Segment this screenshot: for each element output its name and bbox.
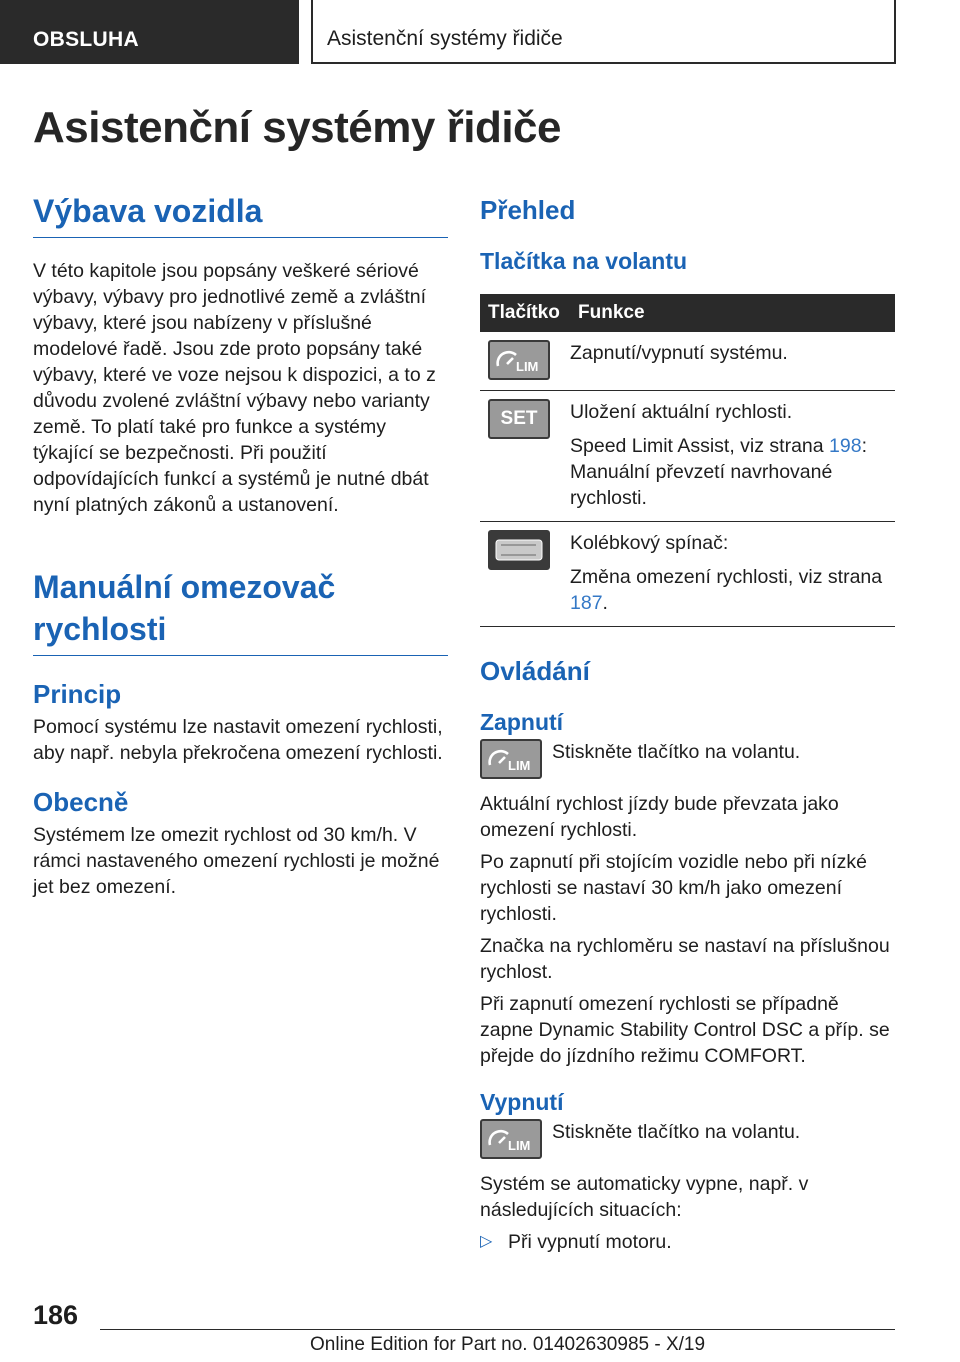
vypnuti-press-text: Stiskněte tlačítko na volantu. bbox=[552, 1121, 801, 1143]
lim-button-icon bbox=[480, 1119, 542, 1159]
row3-line1: Kolébkový spínač: bbox=[570, 532, 729, 554]
buttons-heading: Tlačítka na volantu bbox=[480, 248, 688, 274]
right-column bbox=[480, 190, 895, 1255]
footer-edition: Online Edition for Part no. 01402630985 - X/19 bbox=[310, 1334, 706, 1355]
zapnuti-p3: Značka na rychloměru se nastaví na příslušnou rychlost. bbox=[480, 935, 890, 983]
header-chapter-label: Asistenční systémy řidiče bbox=[327, 27, 563, 50]
bullet-text: Při vypnutí motoru. bbox=[508, 1231, 672, 1253]
table-row bbox=[480, 391, 895, 522]
list-item bbox=[480, 1229, 895, 1255]
row2-line2: Speed Limit Assist, viz strana 198: Manuální převzetí navrhované rychlosti. bbox=[570, 435, 867, 509]
lim-button-icon bbox=[488, 340, 550, 380]
svg-text:LIM: LIM bbox=[508, 758, 531, 773]
set-button-label: SET bbox=[500, 408, 538, 429]
vypnuti-heading: Vypnutí bbox=[480, 1089, 564, 1115]
svg-text:LIM: LIM bbox=[508, 1138, 531, 1153]
table-row bbox=[480, 332, 895, 391]
zapnuti-p4: Při zapnutí omezení rychlosti se případně zapne Dynamic Stability Control DSC a příp. se přejde do jízdního režimu COMFORT. bbox=[480, 993, 890, 1067]
zapnuti-p2: Po zapnutí při stojícím vozidle nebo při nízké rychlosti se nastaví 30 km/h jako omezení rychlosti. bbox=[480, 851, 867, 925]
triangle-bullet-icon: ▷ bbox=[480, 1233, 493, 1250]
lim-button-icon bbox=[480, 739, 542, 779]
prehled-heading: Přehled bbox=[480, 195, 576, 225]
obecne-heading: Obecně bbox=[33, 787, 129, 817]
zapnuti-heading: Zapnutí bbox=[480, 709, 564, 735]
set-button-icon bbox=[488, 399, 550, 439]
table-header-button: Tlačítko bbox=[480, 294, 570, 332]
table-header-row bbox=[480, 294, 895, 332]
zapnuti-press-text: Stiskněte tlačítko na volantu. bbox=[552, 741, 801, 763]
header-section-tab bbox=[0, 0, 299, 64]
row2-line1: Uložení aktuální rychlosti. bbox=[570, 401, 793, 423]
zapnuti-instruction bbox=[480, 739, 895, 779]
page-number: 186 bbox=[33, 1300, 79, 1330]
page-link-187[interactable]: 187 bbox=[570, 592, 603, 614]
left-column bbox=[33, 190, 448, 900]
vypnuti-p1: Systém se automaticky vypne, např. v následujících situacích: bbox=[480, 1173, 809, 1221]
princip-text: Pomocí systému lze nastavit omezení rychlosti, aby např. nebyla překročena omezení rychlosti. bbox=[33, 716, 443, 764]
rocker-switch-icon bbox=[488, 530, 550, 570]
obecne-text: Systémem lze omezit rychlost od 30 km/h. V rámci nastaveného omezení rychlosti je možné jet bez omezení. bbox=[33, 824, 440, 898]
header-chapter-box bbox=[311, 0, 896, 64]
vybava-text: V této kapitole jsou popsány veškeré sériové výbavy, výbavy pro jednotlivé země a zvláštní výbavy, které jsou nabízeny v příslušné modelové řadě. Jsou zde proto popsány také výbavy, které ve voze nejsou k dispozici, a to z důvodu zvolené zvláštní výbavy nebo varianty země. To platí také pro funkce a systémy týkající se bezpečnosti. Při použití odpovídajících funkcí a systémů je nutné dbát nyní platných zákonů a ustanovení. bbox=[33, 260, 436, 516]
buttons-table bbox=[480, 294, 895, 627]
footer-divider bbox=[100, 1329, 895, 1330]
svg-text:LIM: LIM bbox=[516, 359, 539, 374]
row1-text: Zapnutí/vypnutí systému. bbox=[570, 342, 788, 364]
princip-heading: Princip bbox=[33, 679, 122, 709]
page-title: Asistenční systémy řidiče bbox=[33, 103, 561, 152]
page-link-198[interactable]: 198 bbox=[829, 435, 862, 457]
vypnuti-instruction bbox=[480, 1119, 895, 1159]
header-section-label: OBSLUHA bbox=[33, 28, 139, 51]
limiter-heading: Manuální omezovač rychlosti bbox=[33, 566, 448, 656]
table-row bbox=[480, 522, 895, 627]
row3-line2: Změna omezení rychlosti, viz strana 187. bbox=[570, 566, 883, 614]
zapnuti-p1: Aktuální rychlost jízdy bude převzata jako omezení rychlosti. bbox=[480, 793, 839, 841]
ovladani-heading: Ovládání bbox=[480, 656, 590, 686]
table-header-function: Funkce bbox=[570, 294, 895, 332]
vybava-heading: Výbava vozidla bbox=[33, 190, 448, 238]
